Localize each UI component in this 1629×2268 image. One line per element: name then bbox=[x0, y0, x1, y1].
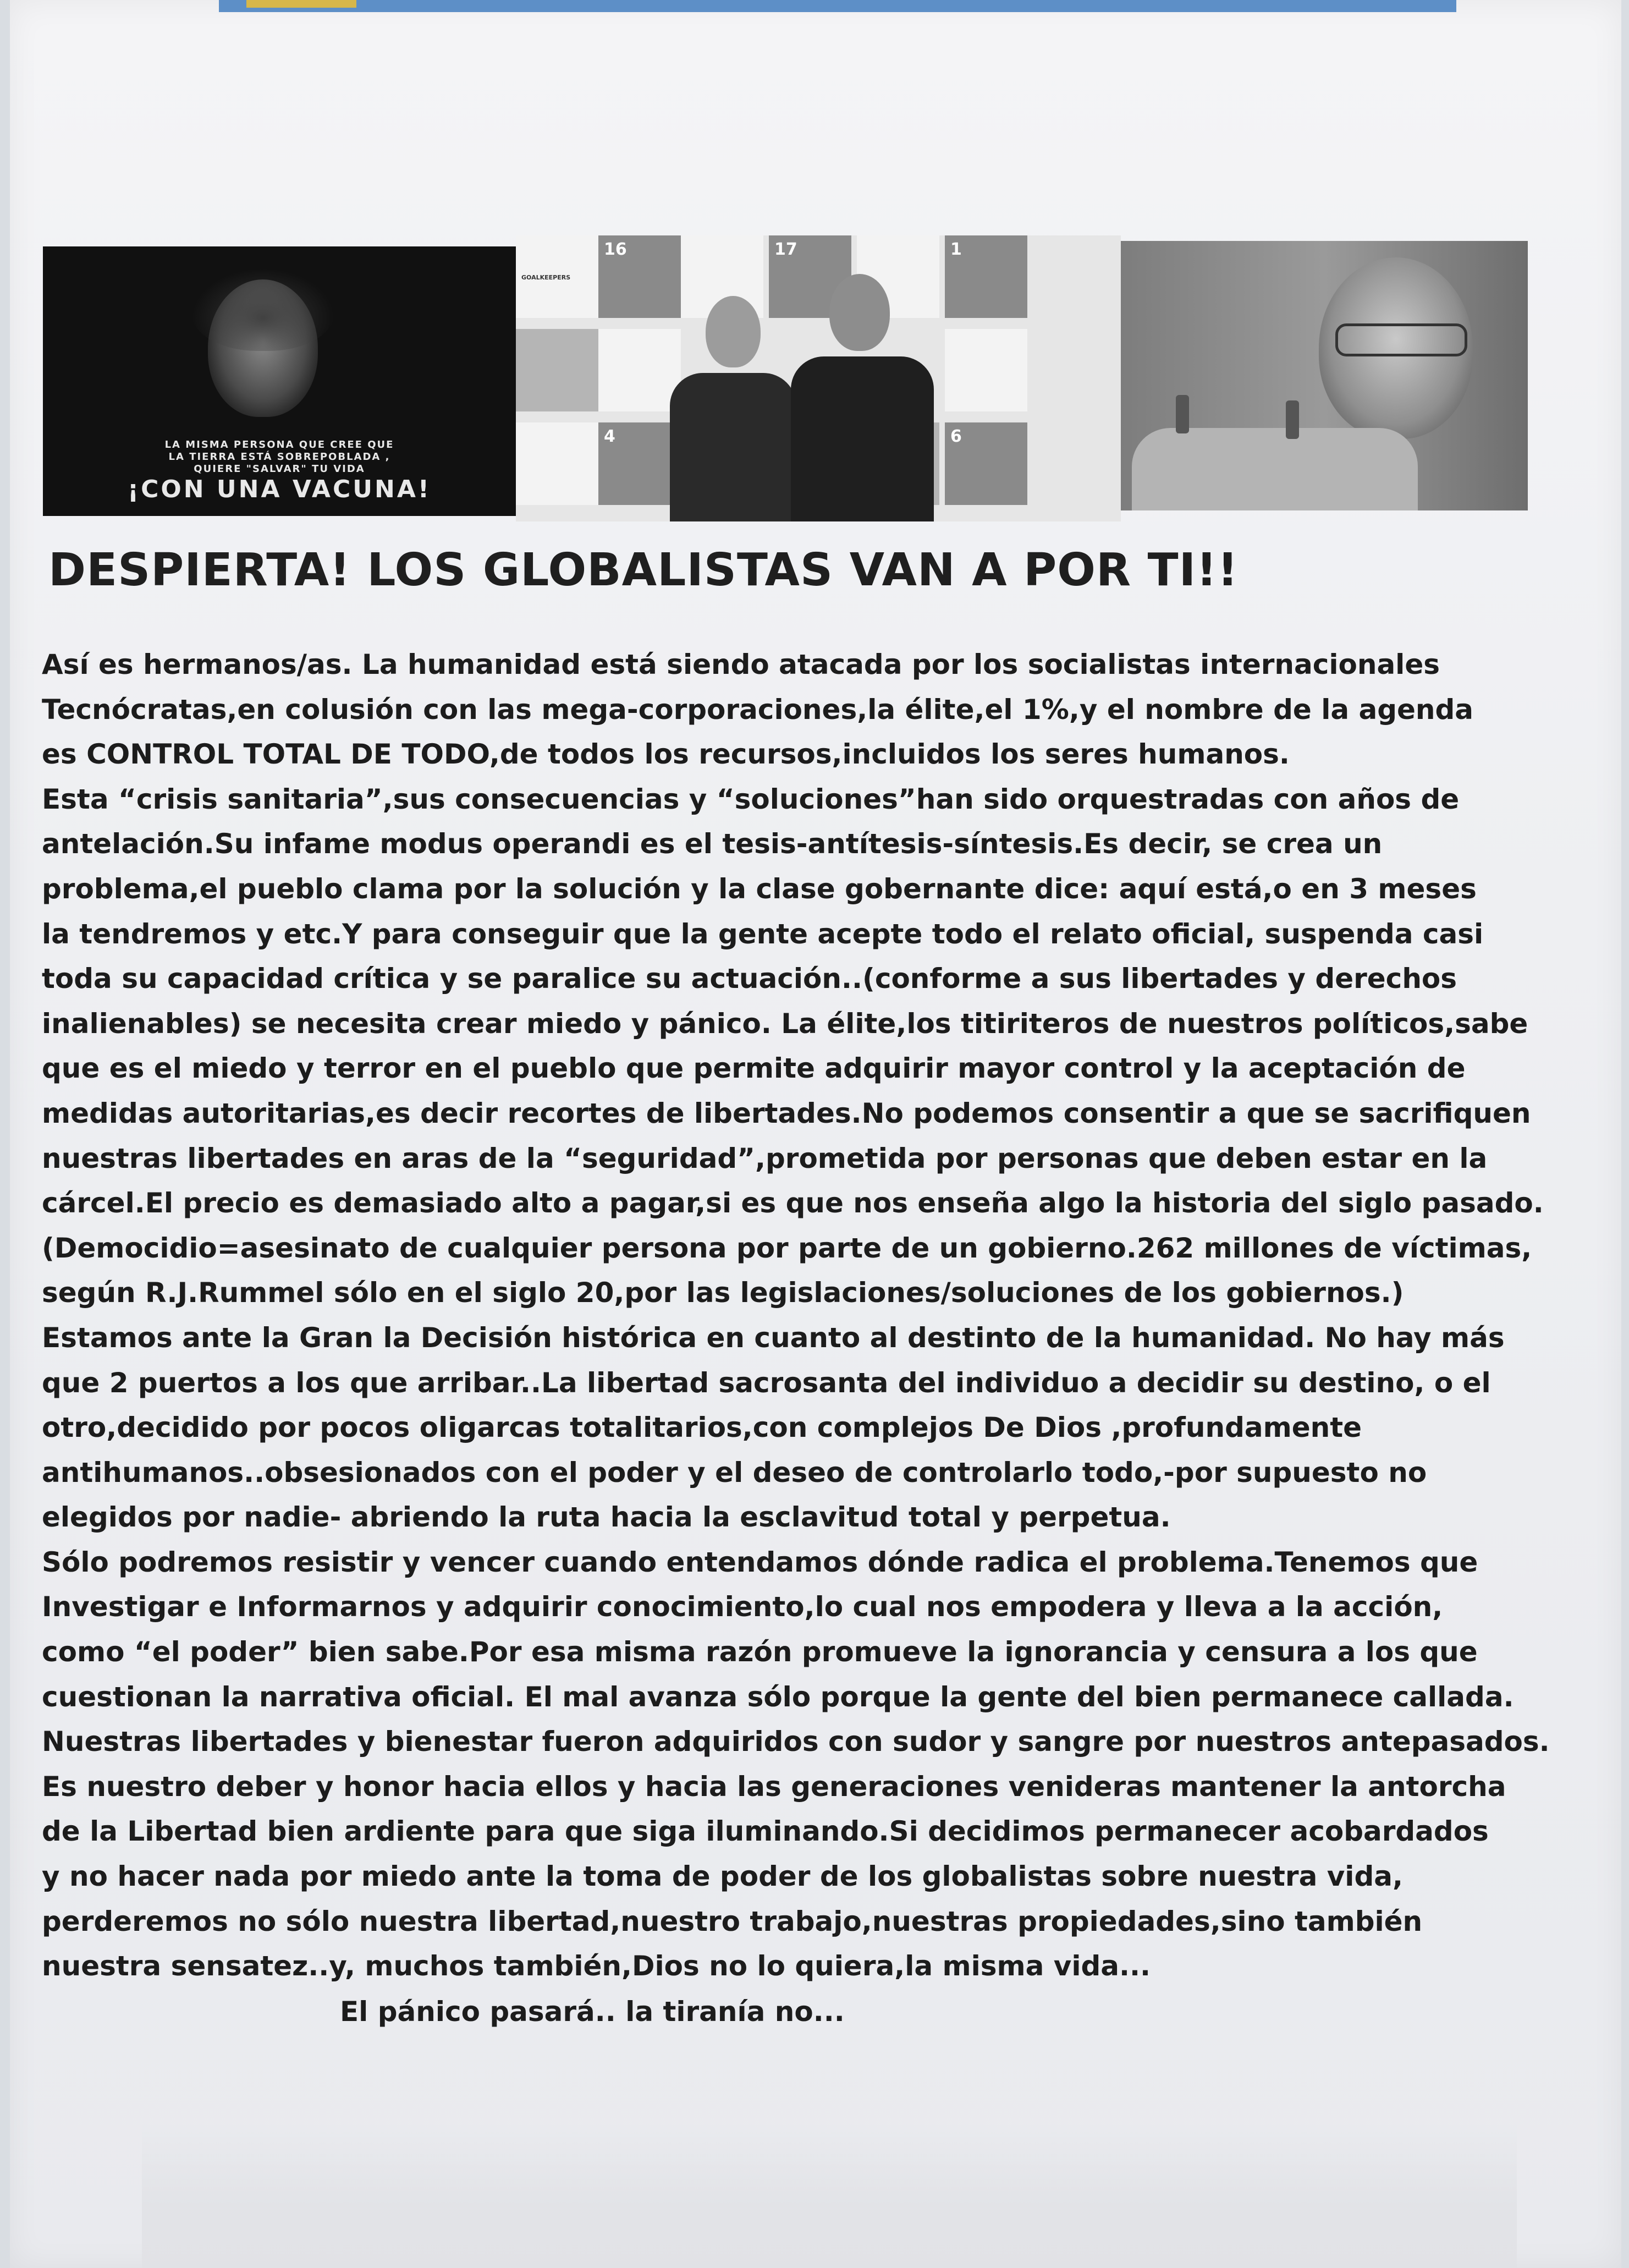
body-line: medidas autoritarias,es decir recortes de libertades.No podemos consentir a que se sacrifiquen bbox=[42, 1097, 1531, 1129]
caption-headline: ¡CON UNA VACUNA! bbox=[128, 475, 431, 503]
banner-caption bbox=[65, 439, 494, 504]
sdg-tile-grey-1 bbox=[516, 329, 598, 411]
right-portrait-glasses bbox=[1335, 323, 1467, 356]
body-line: Así es hermanos/as. La humanidad está siendo atacada por los socialistas internacionales bbox=[42, 649, 1440, 680]
flyer-sheet bbox=[10, 0, 1621, 2268]
flyer-closing-line: El pánico pasará.. la tiranía no... bbox=[340, 1996, 845, 2028]
figure-right-suit bbox=[791, 356, 934, 521]
sdg-tile-white-6 bbox=[945, 329, 1027, 411]
sdg-tile-white-2 bbox=[598, 329, 681, 411]
body-line: Esta “crisis sanitaria”,sus consecuencias y “soluciones”han sido orquestradas con años de bbox=[42, 783, 1460, 815]
body-line: es CONTROL TOTAL DE TODO,de todos los recursos,incluidos los seres humanos. bbox=[42, 738, 1290, 771]
body-line: nuestra sensatez..y, muchos también,Dios no lo quiera,la misma vida... bbox=[42, 1950, 1151, 1983]
body-line: perderemos no sólo nuestra libertad,nuestro trabajo,nuestras propiedades,sino también bbox=[42, 1905, 1423, 1937]
body-line: toda su capacidad crítica y se paralice su actuación..(conforme a sus libertades y derechos bbox=[42, 963, 1457, 995]
body-line: Investigar e Informarnos y adquirir conocimiento,lo cual nos empodera y lleva a la acción, bbox=[42, 1591, 1443, 1623]
flyer-headline: DESPIERTA! LOS GLOBALISTAS VAN A POR TI!! bbox=[48, 544, 1239, 596]
banner-middle-photo bbox=[516, 235, 1121, 521]
body-line: Nuestras libertades y bienestar fueron adquiridos con sudor y sangre por nuestros antepasados. bbox=[42, 1726, 1550, 1758]
body-line: que 2 puertos a los que arribar..La libertad sacrosanta del individuo a decidir su destino, o el bbox=[42, 1366, 1491, 1399]
sdg-tile-16: 16 bbox=[598, 235, 681, 318]
photo-banner bbox=[43, 235, 1528, 521]
top-edge-strip bbox=[219, 0, 1456, 12]
body-line: antelación.Su infame modus operandi es el tesis-antítesis-síntesis.Es decir, se crea un bbox=[42, 828, 1383, 860]
body-line: que es el miedo y terror en el pueblo que permite adquirir mayor control y la aceptación de bbox=[42, 1052, 1466, 1085]
right-portrait-hands bbox=[1132, 428, 1418, 510]
sdg-tile-1: 1 bbox=[945, 235, 1027, 318]
body-line: problema,el pueblo clama por la solución y la clase gobernante dice: aquí está,o en 3 meses bbox=[42, 872, 1477, 905]
sdg-tile-6: 6 bbox=[945, 422, 1027, 505]
banner-right-portrait bbox=[1121, 241, 1528, 510]
caption-line-1: LA MISMA PERSONA QUE CREE QUE bbox=[164, 439, 394, 451]
body-line: y no hacer nada por miedo ante la toma de poder de los globalistas sobre nuestra vida, bbox=[42, 1860, 1403, 1893]
body-line: cuestionan la narrativa oficial. El mal avanza sólo porque la gente del bien permanece callada. bbox=[42, 1681, 1514, 1713]
flyer-body-text bbox=[42, 642, 1560, 1989]
top-edge-yellow-mark bbox=[246, 0, 356, 8]
body-line: como “el poder” bien sabe.Por esa misma razón promueve la ignorancia y censura a los que bbox=[42, 1636, 1478, 1668]
body-line: elegidos por nadie- abriendo la ruta hacia la esclavitud total y perpetua. bbox=[42, 1501, 1171, 1534]
bottom-paper-shade bbox=[142, 2123, 1517, 2268]
body-line: inalienables) se necesita crear miedo y pánico. La élite,los titiriteros de nuestros políticos,sabe bbox=[42, 1007, 1528, 1040]
portrait-hair bbox=[191, 268, 334, 351]
vial-icon-2 bbox=[1286, 400, 1299, 439]
body-line: Sólo podremos resistir y vencer cuando entendamos dónde radica el problema.Tenemos que bbox=[42, 1546, 1478, 1578]
body-line: la tendremos y etc.Y para conseguir que la gente acepte todo el relato oficial, suspenda casi bbox=[42, 918, 1484, 950]
body-line: antihumanos..obsesionados con el poder y el deseo de controlarlo todo,-por supuesto no bbox=[42, 1456, 1427, 1489]
sdg-tile-white-1: GOALKEEPERS bbox=[516, 235, 598, 318]
body-line: (Democidio=asesinato de cualquier persona por parte de un gobierno.262 millones de víctimas, bbox=[42, 1232, 1532, 1264]
body-line: Tecnócratas,en colusión con las mega-corporaciones,la élite,el 1%,y el nombre de la agenda bbox=[42, 693, 1474, 726]
sdg-tile-white-3 bbox=[516, 422, 598, 505]
figure-left-suit bbox=[670, 373, 796, 521]
body-line: de la Libertad bien ardiente para que siga iluminando.Si decidimos permanecer acobardados bbox=[42, 1815, 1489, 1848]
figure-left-head bbox=[706, 296, 761, 367]
body-line: Es nuestro deber y honor hacia ellos y hacia las generaciones venideras mantener la antorcha bbox=[42, 1770, 1506, 1803]
body-line: nuestras libertades en aras de la “seguridad”,prometida por personas que deben estar en la bbox=[42, 1142, 1488, 1174]
sdg-tile-17: 17 bbox=[769, 235, 851, 318]
banner-left-portrait bbox=[43, 246, 516, 516]
caption-line-2: LA TIERRA ESTÁ SOBREPOBLADA , bbox=[168, 451, 390, 463]
figure-right-head bbox=[829, 274, 890, 351]
body-line: otro,decidido por pocos oligarcas totalitarios,con complejos De Dios ,profundamente bbox=[42, 1412, 1362, 1444]
caption-line-3: QUIERE "SALVAR" TU VIDA bbox=[194, 463, 365, 475]
body-line: cárcel.El precio es demasiado alto a pagar,si es que nos enseña algo la historia del siglo pasado. bbox=[42, 1187, 1544, 1220]
body-line: Estamos ante la Gran la Decisión histórica en cuanto al destinto de la humanidad. No hay más bbox=[42, 1321, 1505, 1354]
vial-icon bbox=[1176, 395, 1189, 433]
body-line: según R.J.Rummel sólo en el siglo 20,por las legislaciones/soluciones de los gobiernos.) bbox=[42, 1277, 1404, 1309]
sdg-tile-4: 4 bbox=[598, 422, 681, 505]
